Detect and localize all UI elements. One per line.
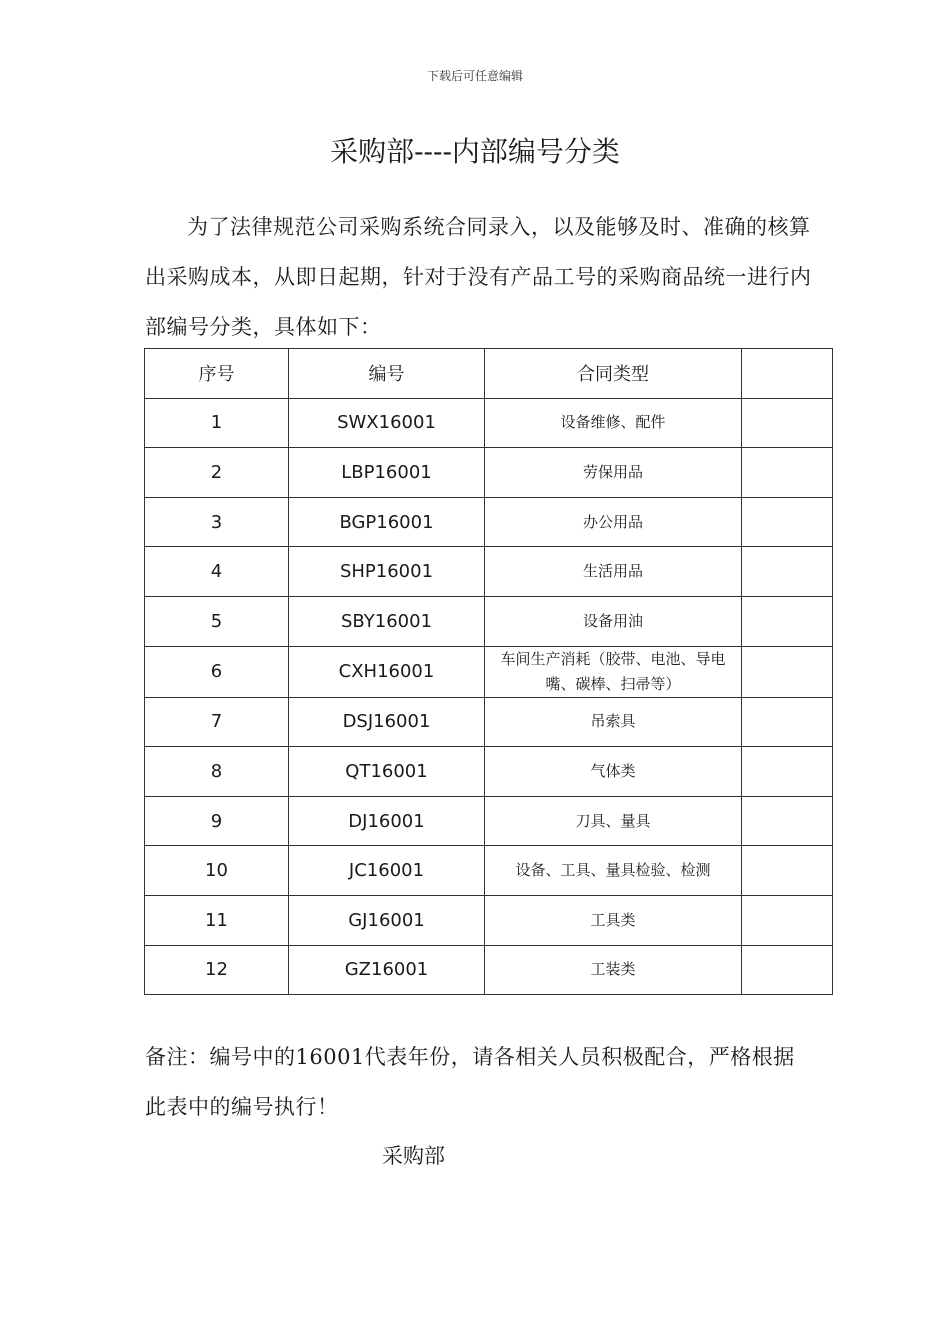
cell-blank bbox=[742, 497, 833, 547]
cell-code: DSJ16001 bbox=[289, 697, 485, 747]
cell-code: GZ16001 bbox=[289, 945, 485, 995]
cell-blank bbox=[742, 547, 833, 597]
cell-serial: 6 bbox=[145, 646, 289, 697]
table-row bbox=[145, 895, 833, 945]
code-table bbox=[144, 348, 833, 995]
header-code: 编号 bbox=[289, 349, 485, 399]
cell-serial: 5 bbox=[145, 596, 289, 646]
header-contract-type: 合同类型 bbox=[485, 349, 742, 399]
cell-contract-type: 气体类 bbox=[485, 747, 742, 797]
cell-blank bbox=[742, 398, 833, 448]
cell-code: SHP16001 bbox=[289, 547, 485, 597]
cell-blank bbox=[742, 747, 833, 797]
cell-blank bbox=[742, 448, 833, 498]
cell-contract-type: 吊索具 bbox=[485, 697, 742, 747]
cell-serial: 11 bbox=[145, 895, 289, 945]
cell-blank bbox=[742, 646, 833, 697]
table-row bbox=[145, 398, 833, 448]
cell-serial: 7 bbox=[145, 697, 289, 747]
cell-blank bbox=[742, 697, 833, 747]
cell-code: BGP16001 bbox=[289, 497, 485, 547]
table-row bbox=[145, 497, 833, 547]
cell-blank bbox=[742, 846, 833, 896]
cell-serial: 4 bbox=[145, 547, 289, 597]
cell-serial: 3 bbox=[145, 497, 289, 547]
table-row bbox=[145, 945, 833, 995]
cell-contract-type: 车间生产消耗（胶带、电池、导电嘴、碳棒、扫帚等） bbox=[485, 646, 742, 697]
document-title: 采购部----内部编号分类 bbox=[330, 135, 620, 168]
cell-code: QT16001 bbox=[289, 747, 485, 797]
signature: 采购部 bbox=[382, 1144, 445, 1168]
table-row bbox=[145, 547, 833, 597]
table-row bbox=[145, 796, 833, 846]
cell-code: SBY16001 bbox=[289, 596, 485, 646]
cell-blank bbox=[742, 945, 833, 995]
remark-paragraph: 备注：编号中的16001代表年份，请各相关人员积极配合，严格根据此表中的编号执行！ bbox=[145, 1045, 795, 1119]
cell-code: LBP16001 bbox=[289, 448, 485, 498]
table-row bbox=[145, 846, 833, 896]
cell-contract-type: 工具类 bbox=[485, 895, 742, 945]
cell-serial: 10 bbox=[145, 846, 289, 896]
cell-contract-type: 工装类 bbox=[485, 945, 742, 995]
cell-code: SWX16001 bbox=[289, 398, 485, 448]
table-row bbox=[145, 747, 833, 797]
cell-contract-type: 设备、工具、量具检验、检测 bbox=[485, 846, 742, 896]
cell-blank bbox=[742, 596, 833, 646]
cell-contract-type: 设备用油 bbox=[485, 596, 742, 646]
cell-serial: 1 bbox=[145, 398, 289, 448]
cell-blank bbox=[742, 796, 833, 846]
header-note: 下载后可任意编辑 bbox=[426, 69, 523, 83]
intro-paragraph: 为了法律规范公司采购系统合同录入，以及能够及时、准确的核算出采购成本，从即日起期，针对于没有产品工号的采购商品统一进行内部编号分类，具体如下： bbox=[145, 215, 812, 339]
cell-code: JC16001 bbox=[289, 846, 485, 896]
cell-code: CXH16001 bbox=[289, 646, 485, 697]
table-row bbox=[145, 596, 833, 646]
cell-serial: 8 bbox=[145, 747, 289, 797]
cell-contract-type: 生活用品 bbox=[485, 547, 742, 597]
table-header-row bbox=[145, 349, 833, 399]
header-blank bbox=[742, 349, 833, 399]
cell-code: GJ16001 bbox=[289, 895, 485, 945]
cell-serial: 2 bbox=[145, 448, 289, 498]
cell-serial: 12 bbox=[145, 945, 289, 995]
cell-serial: 9 bbox=[145, 796, 289, 846]
table-row bbox=[145, 448, 833, 498]
cell-blank bbox=[742, 895, 833, 945]
cell-contract-type: 劳保用品 bbox=[485, 448, 742, 498]
cell-contract-type: 设备维修、配件 bbox=[485, 398, 742, 448]
header-serial: 序号 bbox=[145, 349, 289, 399]
cell-contract-type: 刀具、量具 bbox=[485, 796, 742, 846]
table-row bbox=[145, 697, 833, 747]
table-row bbox=[145, 646, 833, 697]
cell-contract-type: 办公用品 bbox=[485, 497, 742, 547]
cell-code: DJ16001 bbox=[289, 796, 485, 846]
